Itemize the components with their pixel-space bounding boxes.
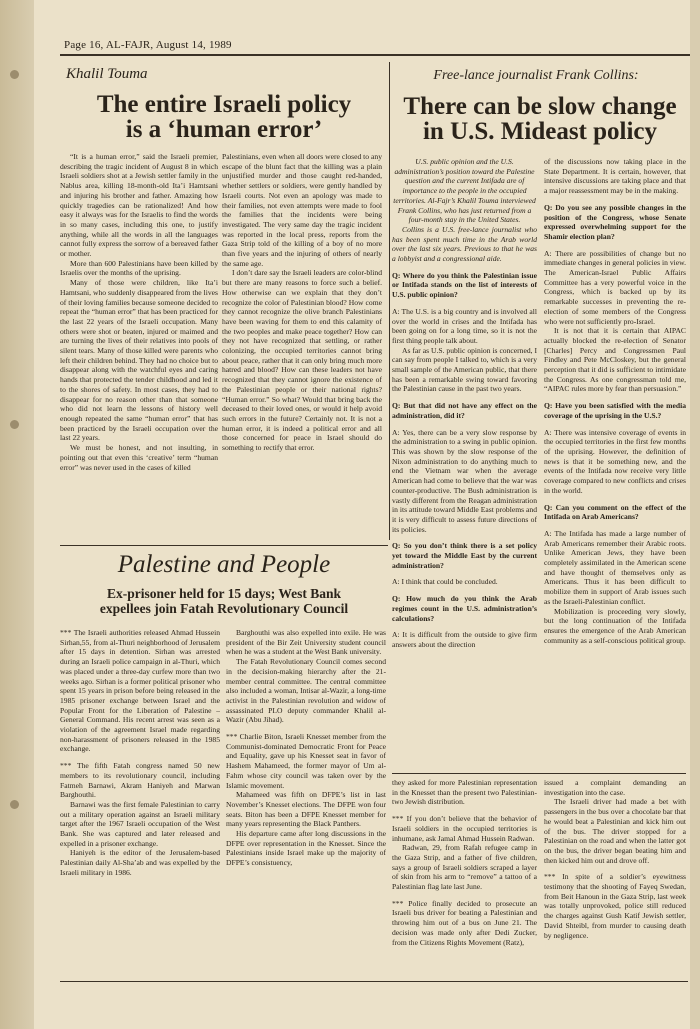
palestine-col-3 xyxy=(392,778,537,973)
footer-rule xyxy=(60,981,688,982)
section-subhead xyxy=(60,586,388,616)
interview-question: Q: So you don’t think there is a set policy yet toward the Middle East by the current administration? xyxy=(392,541,537,570)
paragraph: Mobilization is proceeding very slowly, but the long continuation of the Intifada ensures the emergence of the Arab American community as a self-conscious political group. xyxy=(544,606,686,645)
news-item: *** Charlie Biton, Israeli Knesset member from the Communist-dominated Democratic Front for Peace and Equality, gave up his Knesset seat in favor of Hashem Mahameed, the former mayor of Um al-Fahm whose city council was taken over by the Islamic movement. xyxy=(226,732,386,790)
interview-answer: A: There was intensive coverage of events in the occupied territories in the first few months of the uprising. However, the definition of news is that it be something new, and the events of the Intifada now receive very little coverage compared to new conflicts and crises in the world. xyxy=(544,427,686,495)
interview-question: Q: Have you been satisfied with the media coverage of the uprising in the U.S.? xyxy=(544,401,686,420)
interview-question: Q: Where do you think the Palestinian issue or Intifada stands on the list of interests of U.S. public opinion? xyxy=(392,270,537,300)
interview-answer: A: It is difficult from the outside to give firm answers about the direction xyxy=(392,630,537,649)
paragraph: Barghouthi was also expelled into exile. He was president of the Bir Zeit University student council when he was a student at the West Bank university. xyxy=(226,628,386,657)
interview-question: Q: Do you see any possible changes in the position of the Congress, whose Senate expressed overwhelming support for the Shamir election plan? xyxy=(544,202,686,241)
news-item: *** The Israeli authorities released Ahmad Hussein Sirhan,55, from al-Thuri neighborhood of Jerusalem after 15 days in detention. Sirhan was arrested during an Israeli police campaign in al-Thuri, which was placed under a three-day curfew more than two weeks ago. Sirhan is a former political prisoner who spent 15 years in prison before being released in the 1985 prisoner exchange between Israel and the Popular Front for the Liberation of Palestine – General Command. His recent arrest was seen as a violation of the agreement Israel made regarding non-harassment of prisoners released in the 1985 exchange. xyxy=(60,628,220,754)
right-article-col-1 xyxy=(392,157,537,769)
left-article-col-1 xyxy=(60,152,218,542)
paragraph: Palestinians, even when all doors were closed to any escape of the blunt fact that the killing was a plain unjustified murder and those caught red-handed, whether settlers or soldiers, were gently handled by Israeli courts. Not even an apology was made to their families, not even attempts were made to fool the families that the incidents were being investigated. The very same day the tragic incident was reported in the local press, reports from the Gaza Strip told of the killing of a boy of no more than five years and the injuring of others of nearly the same age. xyxy=(222,152,382,268)
paragraph: I don’t dare say the Israeli leaders are color-blind but there are many reasons to force such a belief. How otherwise can we explain that they don’t recognize the color of Palestinian blood? How come they cannot recognize the olive branch Palestinians have been waving for them to end this calamity of the two peoples and make peace together? How can they not have recognized that settling, or rather colonizing, the occupied territories cannot bring about peace, rather that it can only bring much more hatred and blood? How can these leaders not have recognized that they cannot ignore the existence of the Palestinian people or their national rights? “Human error.” So what? Would that bring back the deceased to their loved ones, or would it help avoid such errors in the future? Certainly not. It is not a human error, it is indeed a political error and all those concerned for peace in Israel should do something to rectify that error. xyxy=(222,268,382,453)
news-item: *** In spite of a soldier’s eyewitness testimony that the shooting of Fayeq Swedan, from Beit Hanoun in the Gaza Strip, last week was totally unprovoked, police still reduced the charges against Gush Katif Jewish settler, David Shteibl, from murder to causing death by negligence. xyxy=(544,872,686,940)
right-byline: Free-lance journalist Frank Collins: xyxy=(433,68,639,83)
section-title: Palestine and People xyxy=(117,551,331,578)
header-rule xyxy=(60,54,690,56)
interview-answer: A: The U.S. is a big country and is involved all over the world in crises and the Intifada has been going on for a long time, so it is not the first thing people talk about. xyxy=(392,306,537,345)
interview-answer: A: Yes, there can be a very slow response by the administration to a swing in public opinion. This was shown by the slow response of the Nixon administration to do anything much to end the Vietnam war when the average American had come to believe that the war was counter-productive. The Bush administration is vastly different from the Reagan administration in its attitude toward Middle East problems and it is very difficult to assess future directions of its policies. xyxy=(392,427,537,534)
right-headline-line-1: There can be slow change xyxy=(403,93,677,120)
interview-question: Q: Can you comment on the effect of the Intifada on Arab Americans? xyxy=(544,502,686,522)
binder-hole xyxy=(10,420,19,429)
intro-paragraph: Collins is a U.S. free-lance journalist who has been spent much time in the Arab world over the last six years. Previous to that he was a lobbyist and a congressional aide. xyxy=(392,224,537,264)
section-subhead-line-1: Ex-prisoner held for 15 days; West Bank xyxy=(106,586,342,601)
left-headline-line-1: The entire Israeli policy xyxy=(96,91,352,118)
paragraph: We must be honest, and not insulting, in pointing out that even this ‘creative’ term “human error” was never used in the cases of killed xyxy=(60,443,218,472)
interview-answer: A: I think that could be concluded. xyxy=(392,577,498,587)
left-headline-line-2: is a ‘human error’ xyxy=(125,116,323,143)
paragraph: The Fatah Revolutionary Council comes second in the decision-making hierarchy after the 21-member central committee. The central committee also included a woman, Intisar al-Wazir, a long-time activist in the Palestinian revolution and widow of assassinated PLO deputy commander Khalil al-Wazir (Abu Jihad). xyxy=(226,657,386,725)
right-article-col-2 xyxy=(544,157,686,769)
newspaper-page xyxy=(34,0,690,1029)
paragraph: issued a complaint demanding an investigation into the case. xyxy=(544,778,686,797)
news-item: *** Police finally decided to prosecute an Israeli bus driver for beating a Palestinian and throwing him out of a bus on June 21. The decision was made only after Dedi Zucker, from the Citizens Rights Movement (Ratz), xyxy=(392,898,537,947)
paragraph: Haniyeh is the editor of the Jerusalem-based Palestinian daily Al-Sha’ab and was expelled by the Israeli military in 1986. xyxy=(60,848,220,877)
binder-hole xyxy=(10,800,19,809)
news-item: *** The fifth Fatah congress named 50 new members to its revolutionary council, including Fatmeh Barnawi, Akram Haniyeh and Marwan Barghouthi. xyxy=(60,761,220,800)
paragraph: Many of those were children, like Ita’i Hamtsani, who suddenly disappeared from the lives of their loving families because someone decided to repeat the “human error” that has been practiced for the last 22 years of the Israeli occupation. Many others were shot or beaten, injured or maimed and are turning the lives of their relatives into pools of silent tears. Many of those killed were parents who left their children behind. They had no choice but to disappear along with the watchful eyes and caring hands that protected the tender childhood and led it to the shores of safety. In most cases, they had to disappear for no reason other than that someone who did not learn the lessons of history well enough repeated the same “human error” that has been practiced by the Israeli occupation over the last 22 years. xyxy=(60,278,218,443)
paragraph: of the discussions now taking place in the State Department. It is certain, however, that intensive discussions are taking place and that a major reassessment may be in the making. xyxy=(544,157,686,196)
paragraph: His departure came after long discussions in the DFPE over representation in the Knesset. Since the Palestinians inside Israel make up the majority of DFPE’s consistuency, xyxy=(226,829,386,868)
paragraph: Barnawi was the first female Palestinian to carry out a military operation against an Israeli military target after the 1967 Israeli occupation of the West Bank. She was captured and later released and expelled in a prisoner exchange. xyxy=(60,799,220,848)
palestine-col-4 xyxy=(544,778,686,973)
paragraph: It is not that it is certain that AIPAC actually blocked the re-election of Senator [Charles] Percy and Congressmen Paul Findley and Pete McCloskey, but the general perception that it did is sufficient to intimidate the Congress. As one congressman told me, “AIPAC rules more by fear than persuasion.” xyxy=(544,326,686,394)
section-rule xyxy=(392,773,686,774)
binder-hole xyxy=(10,70,19,79)
left-article-col-2 xyxy=(222,152,382,542)
paragraph: The Israeli driver had made a bet with passengers in the bus over a chocolate bar that he would beat a Palestinian and kick him out of the bus. The driver stopped for a Palestinian on the road and when the latter got on the bus, the driver began beating him and then kicked him out and drove off. xyxy=(544,797,686,865)
interview-question: Q: How much do you think the Arab regimes count in the U.S. administration’s calculations? xyxy=(392,594,537,623)
column-separator xyxy=(389,62,390,540)
section-subhead-line-2: expellees join Fatah Revolutionary Council xyxy=(99,601,349,616)
paragraph: As far as U.S. public opinion is concerned, I can say from people I talked to, which is a very small sample of the American public, that there has been a remarkable swing toward favoring the Palestinian cause in the past two years. xyxy=(392,345,537,394)
paragraph: Radwan, 29, from Rafah refugee camp in the Gaza Strip, and a father of five children, says a group of Israeli soldiers scraped a layer of skin from his arm to “remove” a tattoo of a Palestinian flag late last June. xyxy=(392,843,537,892)
intro-paragraph: U.S. public opinion and the U.S. administration’s position toward the Palestine question and the current Intifada are of importance to the people in the occupied territories. Al-Fajr’s Khalil Touma interviewed Frank Collins, who has just returned from a four-month stay in the United States. xyxy=(393,157,536,225)
paragraph: “It is a human error,” said the Israeli premier, describing the tragic incident of August 8 in which Israeli soldiers shot at a Jewish settler family in the Nablus area, killing 18-month-old Ita’i Hamtsani and injuring his brother and father. Amazing how quickly tragedies can be rationalized! And how easy it always was for the Israelis to find the words in so many cases, including this one, to justify anything, while all the words in all the languages cannot fully express the sorrow of a bereaved father or mother. xyxy=(60,152,218,259)
palestine-col-1 xyxy=(60,628,220,973)
paragraph: they asked for more Palestinian representation in the Knesset than the present two Palestinian-two Jewish distribution. xyxy=(392,778,537,807)
news-item: *** If you don’t believe that the behavior of Israeli soldiers in the occupied territories is inhumane, ask Jamal Ahmad Hussein Radwan. xyxy=(392,814,537,843)
palestine-col-2 xyxy=(226,628,386,973)
page-header: Page 16, AL-FAJR, August 14, 1989 xyxy=(64,39,232,51)
interview-question: Q: But that did not have any effect on the administration, did it? xyxy=(392,401,537,420)
interview-answer: A: There are possibilities of change but no immediate changes in general policies in view. The American-Israel Public Affairs Committee has a very powerful voice in the Congress, which is backed up by its remarkable successes in preventing the re-election of some members of the Congress who were not sufficiently pro-Israel. xyxy=(544,248,686,326)
interview-answer: A: The Intifada has made a large number of Arab Americans remember their Arabic roots. Unlike American Jews, they have been completely assimilated in the American scene and have thought of themselves only as Americans. Thus it has been difficult to mobilize them in support of Arab issues such as the Israeli-Palestinian conflict. xyxy=(544,528,686,606)
left-headline xyxy=(64,92,384,142)
paragraph: Mahameed was fifth on DFPE’s list in last November’s Knesset elections. The DFPE won four seats. Biton has been a DFPE Knesset member for many years representing the Black Panthers. xyxy=(226,790,386,829)
section-rule xyxy=(60,545,388,546)
binder-margin xyxy=(0,0,34,1029)
right-headline xyxy=(392,94,688,144)
left-byline: Khalil Touma xyxy=(66,66,148,82)
right-headline-line-2: in U.S. Mideast policy xyxy=(422,118,658,145)
paragraph: More than 600 Palestinians have been killed by Israelis over the months of the uprising. xyxy=(60,258,218,278)
